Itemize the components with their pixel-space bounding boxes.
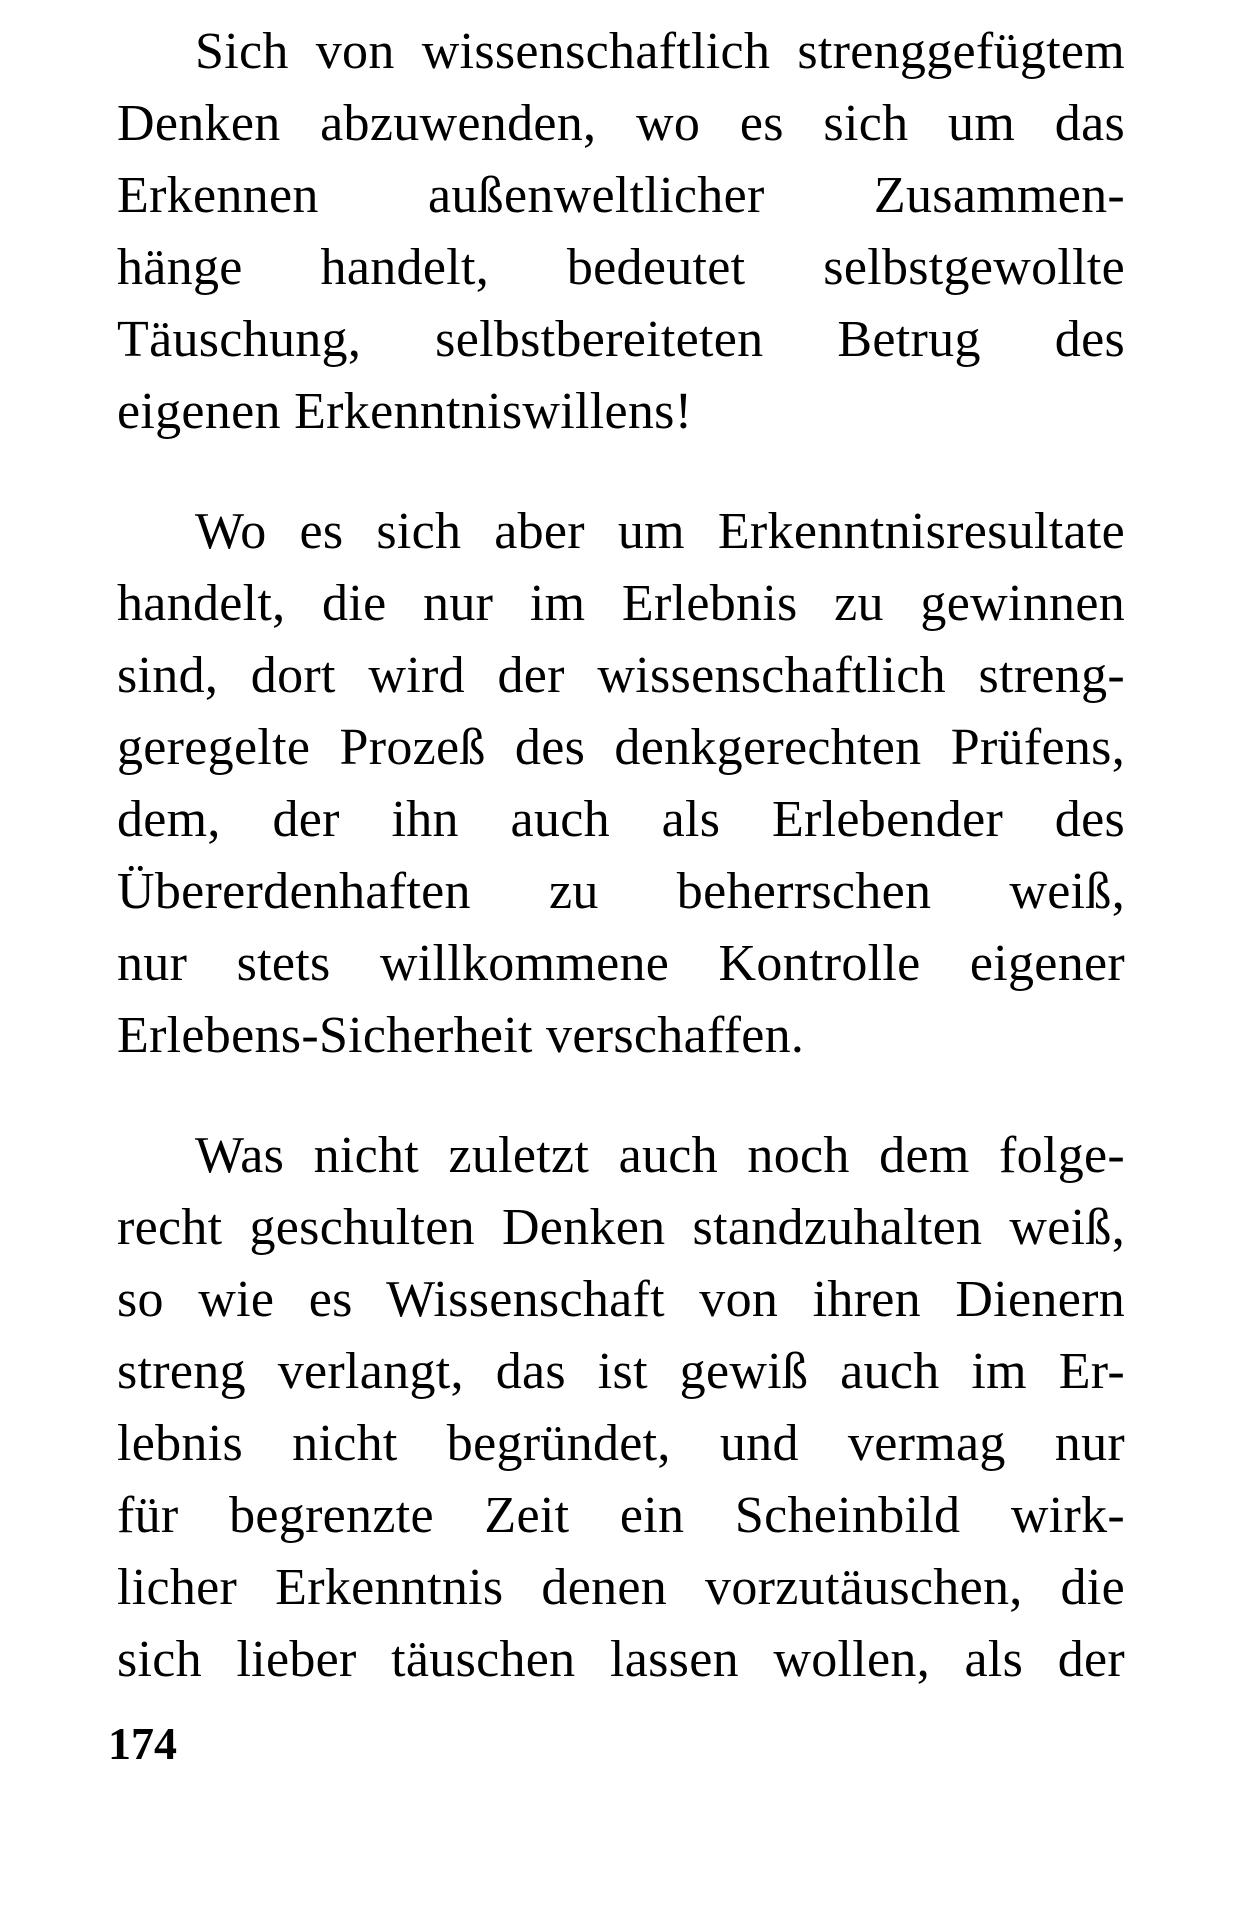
text-line: Was nicht zuletzt auch noch dem folge- [195, 1127, 1125, 1184]
text-line: eigenen Erkenntniswillens! [117, 383, 693, 440]
text-line: Denken abzuwenden, wo es sich um das [117, 95, 1125, 152]
text-line: hänge handelt, bedeutet selbstgewollte [117, 239, 1125, 296]
text-line: Erkennen außenweltlicher Zusammen- [117, 167, 1125, 224]
text-line: Sich von wissenschaftlich strenggefügtem [195, 23, 1125, 80]
text-line: nur stets willkommene Kontrolle eigener [117, 935, 1125, 992]
text-line: geregelte Prozeß des denkgerechten Prüfens, [117, 719, 1125, 776]
text-line: sich lieber täuschen lassen wollen, als der [117, 1631, 1125, 1688]
text-line: Wo es sich aber um Erkenntnisresultate [195, 503, 1125, 560]
text-line: Täuschung, selbstbereiteten Betrug des [117, 311, 1125, 368]
text-line: Übererdenhaften zu beherrschen weiß, [117, 863, 1125, 920]
text-line: Erlebens-Sicherheit verschaffen. [117, 1007, 805, 1064]
text-line: licher Erkenntnis denen vorzutäuschen, die [117, 1559, 1125, 1616]
page-number: 174 [108, 1718, 177, 1769]
text-line: lebnis nicht begründet, und vermag nur [117, 1415, 1125, 1472]
text-line: handelt, die nur im Erlebnis zu gewinnen [117, 575, 1125, 632]
text-line: für begrenzte Zeit ein Scheinbild wirk- [117, 1487, 1125, 1544]
text-line: dem, der ihn auch als Erlebender des [117, 791, 1125, 848]
text-line: recht geschulten Denken standzuhalten weiß, [117, 1199, 1125, 1256]
text-line: sind, dort wird der wissenschaftlich streng- [117, 647, 1125, 704]
text-line: so wie es Wissenschaft von ihren Dienern [117, 1271, 1125, 1328]
text-line: streng verlangt, das ist gewiß auch im Er- [117, 1343, 1125, 1400]
